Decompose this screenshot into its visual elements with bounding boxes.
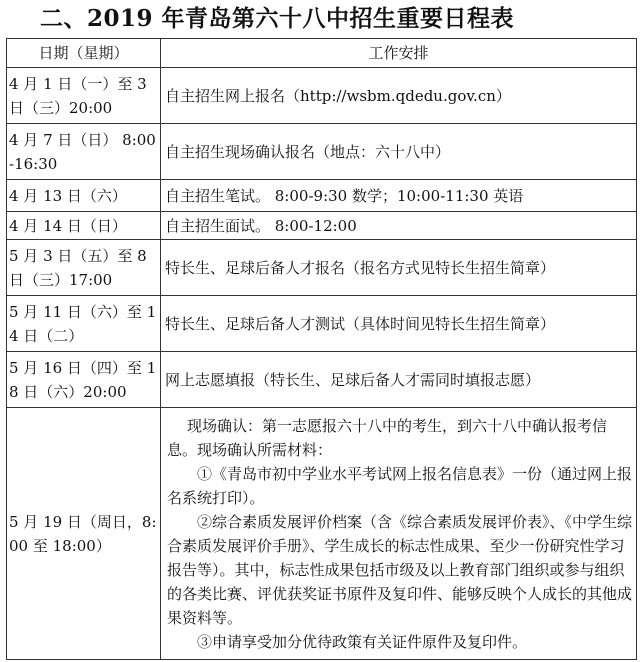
note-paragraph: 现场确认：第一志愿报六十八中的考生，到六十八中确认报考信息。现场确认所需材料： — [167, 416, 608, 459]
header-work: 工作安排 — [161, 39, 637, 68]
table-row — [7, 124, 637, 180]
row-work: 特长生、足球后备人才测试（具体时间见特长生招生简章） — [161, 296, 637, 352]
table-row — [7, 212, 637, 240]
table-row — [7, 68, 637, 124]
row-date: 5 月 3 日（五）至 8 日（三）17:00 — [7, 240, 161, 296]
row-work: 网上志愿填报（特长生、足球后备人才需同时填报志愿） — [161, 352, 637, 408]
table-header-row — [7, 39, 637, 68]
note-paragraph: ③申请享受加分优待政策有关证件原件及复印件。 — [197, 632, 528, 651]
row-date: 4 月 14 日（日） — [7, 212, 161, 240]
row-notes — [161, 408, 637, 660]
table-row — [7, 180, 637, 212]
row-work: 自主招生现场确认报名（地点：六十八中） — [161, 124, 637, 180]
note-paragraph: ②综合素质发展评价档案（含《综合素质发展评价表》、《中学生综合素质发展评价手册》、学生成长的标志性成果、至少一份研究性学习报告等）。其中，标志性成果包括市级及以上教育部门组织或参与组织的各类比赛、评优获奖证书原件及复印件、能够反映个人成长的其他成果资料等。 — [167, 512, 633, 627]
row-work: 特长生、足球后备人才报名（报名方式见特长生招生简章） — [161, 240, 637, 296]
row-date: 5 月 19 日（周日，8:00 至 18:00） — [7, 408, 161, 660]
schedule-table — [6, 38, 637, 660]
table-row — [7, 240, 637, 296]
row-work: 自主招生面试。 8:00-12:00 — [161, 212, 637, 240]
table-row — [7, 296, 637, 352]
row-date: 5 月 11 日（六）至 14 日（二） — [7, 296, 161, 352]
header-date: 日期（星期） — [7, 39, 161, 68]
table-row — [7, 352, 637, 408]
row-date: 4 月 7 日（日） 8:00-16:30 — [7, 124, 161, 180]
page-title: 二、2019 年青岛第六十八中招生重要日程表 — [40, 5, 515, 32]
table-row-confirmation — [7, 408, 637, 660]
row-date: 5 月 16 日（四）至 18 日（六）20:00 — [7, 352, 161, 408]
row-date: 4 月 1 日（一）至 3 日（三）20:00 — [7, 68, 161, 124]
row-work: 自主招生笔试。 8:00-9:30 数学；10:00-11:30 英语 — [161, 180, 637, 212]
row-work: 自主招生网上报名（http://wsbm.qdedu.gov.cn） — [161, 68, 637, 124]
note-paragraph: ①《青岛市初中学业水平考试网上报名信息表》一份（通过网上报名系统打印）。 — [167, 464, 633, 507]
row-date: 4 月 13 日（六） — [7, 180, 161, 212]
